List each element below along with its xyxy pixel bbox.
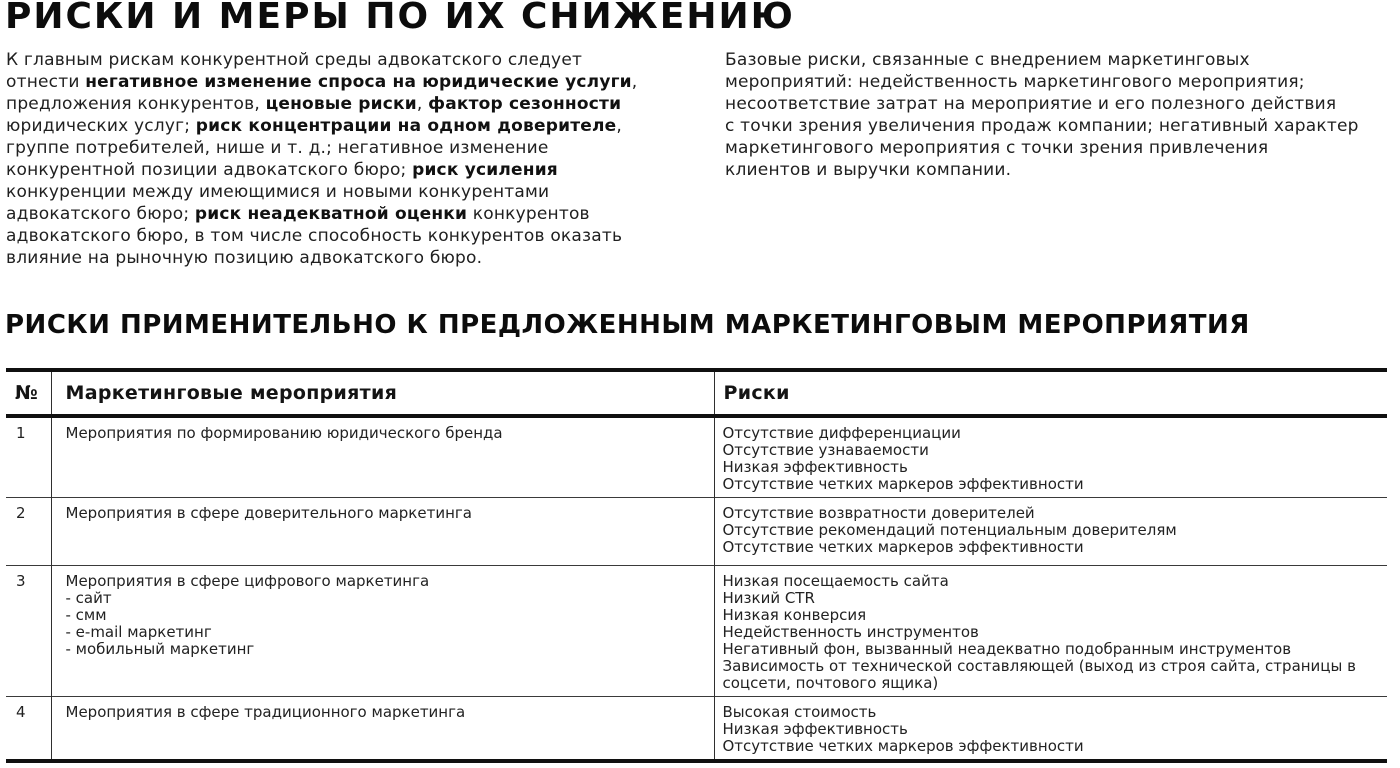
intro-text-segment: конкурентной позиции адвокатского бюро;: [6, 160, 413, 180]
column-header-number: №: [15, 382, 39, 404]
intro-left-paragraph: [6, 49, 696, 269]
intro-text-segment: адвокатского бюро;: [6, 204, 195, 224]
risk-line: Низкая посещаемость сайта: [722, 572, 949, 590]
intro-text-segment: предложения конкурентов,: [6, 94, 266, 114]
intro-text-segment: с точки зрения увеличения продаж компании; негативный характер: [725, 116, 1359, 136]
intro-bold-phrase: фактор сезонности: [428, 94, 622, 114]
intro-text-segment: конкурентов: [467, 204, 590, 224]
table-row: [6, 697, 1387, 762]
activity-line: Мероприятия в сфере традиционного маркетинга: [65, 703, 466, 721]
activity-line: - мобильный маркетинг: [65, 640, 255, 658]
activity-line: - сайт: [65, 589, 112, 607]
intro-text-segment: влияние на рыночную позицию адвокатского бюро.: [6, 248, 483, 268]
intro-right-paragraph: [725, 49, 1397, 181]
intro-text-segment: маркетингового мероприятия с точки зрения привлечения: [725, 138, 1269, 158]
page-title: РИСКИ И МЕРЫ ПО ИХ СНИЖЕНИЮ: [5, 0, 795, 37]
intro-text-segment: мероприятий: недейственность маркетингового мероприятия;: [725, 72, 1305, 92]
risks-table: [6, 368, 1387, 763]
activity-cell: [51, 416, 714, 498]
risk-line: Отсутствие рекомендаций потенциальным доверителям: [722, 521, 1177, 539]
risk-line: Низкая эффективность: [722, 458, 908, 476]
risks-cell: [714, 566, 1387, 697]
risk-line: Низкая конверсия: [722, 606, 867, 624]
activity-line: Мероприятия в сфере доверительного маркетинга: [65, 504, 472, 522]
intro-text-segment: Базовые риски, связанные с внедрением маркетинговых: [725, 50, 1250, 70]
row-number-cell: 2: [16, 504, 26, 522]
intro-text-segment: группе потребителей, нише и т. д.; негативное изменение: [6, 138, 549, 158]
intro-text-segment: юридических услуг;: [6, 116, 196, 136]
table-body: [6, 416, 1387, 761]
intro-text-segment: конкуренции между имеющимися и новыми конкурентами: [6, 182, 550, 202]
risk-line: Низкий CTR: [722, 589, 815, 607]
row-number-cell: 3: [16, 572, 26, 590]
column-header-activities: Маркетинговые мероприятия: [51, 370, 714, 416]
risk-line: Негативный фон, вызванный неадекватно подобранным инструментов: [722, 640, 1292, 658]
section-heading: РИСКИ ПРИМЕНИТЕЛЬНО К ПРЕДЛОЖЕННЫМ МАРКЕТИНГОВЫМ МЕРОПРИЯТИЯ: [5, 310, 1250, 340]
table-row: [6, 566, 1387, 697]
intro-bold-phrase: ценовые риски: [265, 94, 417, 114]
risk-line: Отсутствие четких маркеров эффективности: [722, 538, 1084, 556]
table-header-row: [6, 370, 1387, 416]
intro-text-segment: адвокатского бюро, в том числе способность конкурентов оказать: [6, 226, 623, 246]
risks-table-container: [6, 368, 1387, 763]
intro-text-segment: отнести: [6, 72, 86, 92]
intro-bold-phrase: негативное изменение спроса на юридические услуги: [85, 72, 632, 92]
activity-cell: [51, 566, 714, 697]
risks-cell: [714, 498, 1387, 566]
risks-cell: [714, 697, 1387, 762]
risk-line: Отсутствие четких маркеров эффективности: [722, 475, 1084, 493]
intro-text-segment: ,: [631, 72, 638, 92]
risk-line: Отсутствие возвратности доверителей: [722, 504, 1035, 522]
table-row: [6, 498, 1387, 566]
risk-line: Высокая стоимость: [722, 703, 877, 721]
intro-text-segment: клиентов и выручки компании.: [725, 160, 1012, 180]
activity-line: - e-mail маркетинг: [65, 623, 212, 641]
risk-line: Низкая эффективность: [722, 720, 908, 738]
intro-text-segment: ,: [616, 116, 623, 136]
intro-text-segment: несоответствие затрат на мероприятие и его полезного действия: [725, 94, 1337, 114]
risk-line: Отсутствие дифференциации: [722, 424, 961, 442]
risk-line: Отсутствие четких маркеров эффективности: [722, 737, 1084, 755]
risk-line: Недейственность инструментов: [722, 623, 979, 641]
activity-line: - смм: [65, 606, 107, 624]
activity-line: Мероприятия в сфере цифрового маркетинга: [65, 572, 430, 590]
row-number-cell: 1: [16, 424, 26, 442]
activity-cell: [51, 697, 714, 762]
column-header-risks: Риски: [714, 370, 1387, 416]
intro-text-segment: К главным рискам конкурентной среды адвокатского следует: [6, 50, 583, 70]
intro-text-segment: ,: [416, 94, 429, 114]
activity-line: Мероприятия по формированию юридического бренда: [65, 424, 503, 442]
risk-line: Отсутствие узнаваемости: [722, 441, 929, 459]
intro-bold-phrase: риск усиления: [412, 160, 558, 180]
table-row: [6, 416, 1387, 498]
activity-cell: [51, 498, 714, 566]
risk-line: Зависимость от технической составляющей (выход из строя сайта, страницы в соцсети, почтового ящика): [722, 657, 1356, 692]
row-number-cell: 4: [16, 703, 26, 721]
intro-bold-phrase: риск концентрации на одном доверителе: [195, 116, 617, 136]
risks-cell: [714, 416, 1387, 498]
intro-bold-phrase: риск неадекватной оценки: [194, 204, 468, 224]
